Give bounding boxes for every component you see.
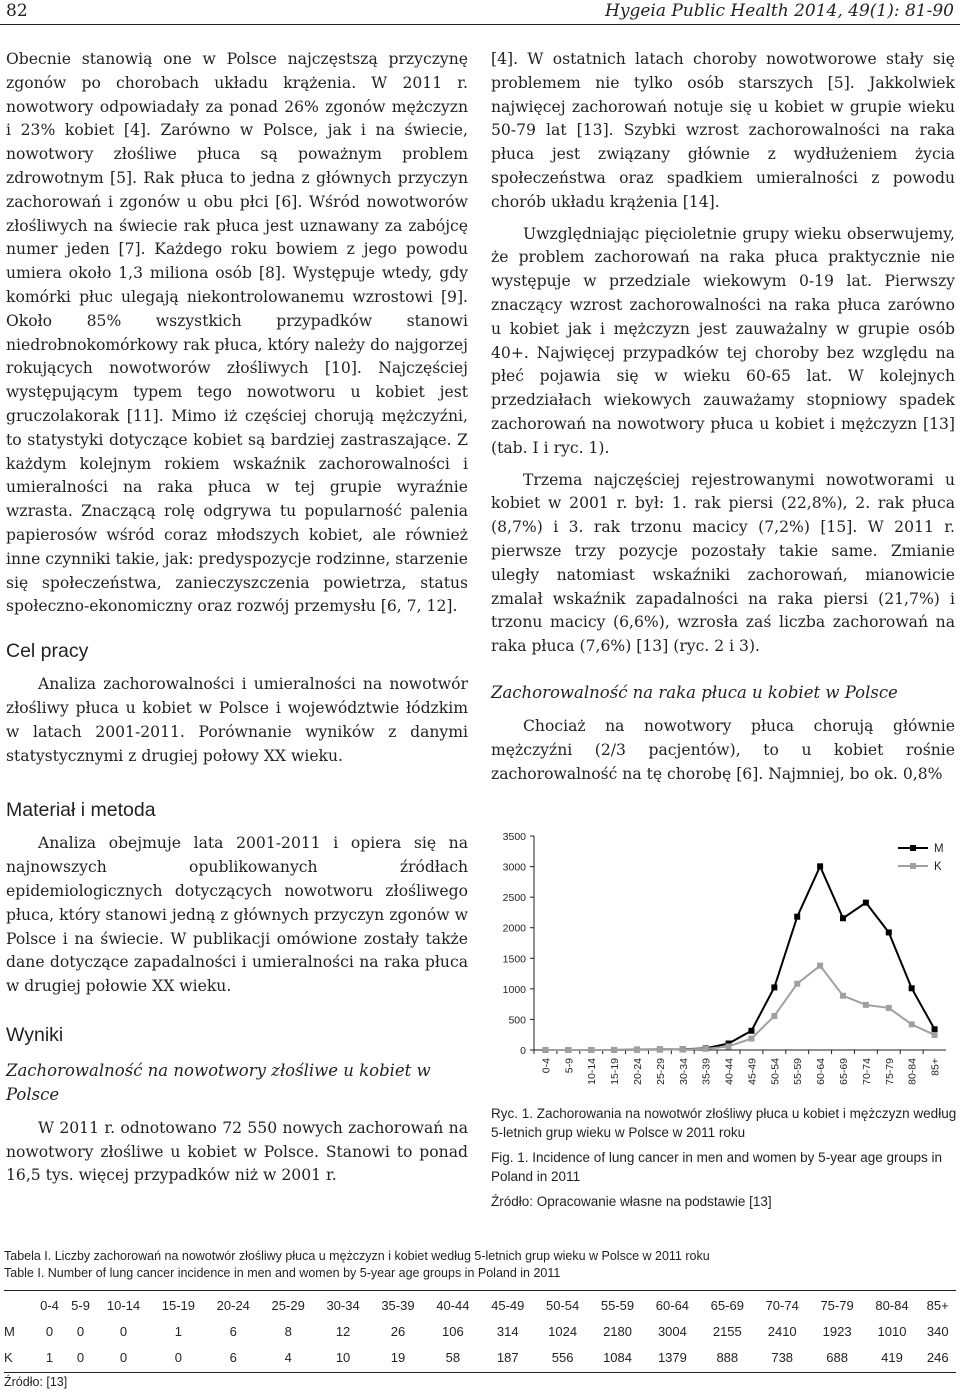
x-tick-label: 25-29 — [654, 1058, 667, 1085]
table-header-cell: 0-4 — [40, 1297, 59, 1313]
page-number: 82 — [6, 1, 28, 21]
header-rule — [0, 24, 960, 25]
table-source: Źródło: [13] — [4, 1375, 68, 1389]
table-header-cell: 50-54 — [546, 1297, 580, 1313]
incidence-table — [4, 1292, 956, 1370]
data-point-M — [794, 914, 800, 920]
x-tick-label: 75-79 — [883, 1058, 896, 1085]
page-header — [0, 0, 960, 26]
table-cell: 1010 — [877, 1323, 907, 1339]
data-point-K — [794, 981, 800, 987]
legend-label: M — [934, 843, 944, 855]
table-header-cell: 20-24 — [216, 1297, 250, 1313]
data-point-K — [680, 1046, 686, 1052]
x-tick-label: 15-19 — [609, 1058, 622, 1085]
table-cell: 4 — [284, 1349, 292, 1365]
heading-zachorowalnosc-nowotwory: Zachorowalność na nowotwory złośliwe u kobiet w Polsce — [6, 1060, 431, 1104]
table-header-cell: 55-59 — [600, 1297, 635, 1313]
y-tick-label: 2500 — [502, 892, 526, 905]
cel-paragraph: Analiza zachorowalności i umieralności na nowotwór złośliwy płuca u kobiet w Polsce i województwie łódzkim w latach 2001-2011. Porównanie wyników z danymi statystycznymi z drugiej połowy XX wieku. — [6, 675, 468, 765]
data-point-K — [703, 1046, 709, 1052]
right-paragraph-3: Trzema najczęściej rejestrowanymi nowotworami u kobiet w 2001 r. był: 1. rak piersi (22,8%), 2. rak płuca (8,7%) i 3. rak trzonu macicy (7,2%) [15]. W 2011 r. pierwsze trzy pozycje pozostały takie same. Zmianie uległy natomiast wskaźniki zachorowań, mianowicie zmalał wskaźnik zapadalności na raka piersi (21,7%) i trzonu macicy (6,6%), wzrosła zaś liczba zachorowań na raka płuca (7,6%) [13] (ryc. 2 i 3). — [491, 470, 955, 656]
table-header-cell: 30-34 — [326, 1297, 360, 1313]
data-point-M — [771, 984, 777, 990]
figure-1-chart — [486, 822, 956, 1094]
heading-material-metoda: Materiał i metoda — [6, 799, 156, 822]
table-cell: 19 — [390, 1349, 406, 1365]
x-tick-label: 45-49 — [746, 1058, 759, 1085]
table-cell: 3004 — [657, 1323, 687, 1339]
data-point-M — [886, 929, 892, 935]
table-cell: 12 — [335, 1323, 351, 1339]
table-corner-cell — [4, 1292, 34, 1318]
x-tick-label: 80-84 — [906, 1058, 919, 1085]
right-column — [491, 48, 955, 786]
data-point-M — [909, 985, 915, 991]
table-cell: 738 — [771, 1349, 794, 1365]
table-header-cell: 70-74 — [765, 1297, 799, 1313]
table-header-cell: 5-9 — [71, 1297, 90, 1313]
table-cell: 246 — [926, 1349, 949, 1365]
x-tick-label: 55-59 — [792, 1058, 805, 1085]
y-tick-label: 0 — [520, 1045, 526, 1057]
data-point-M — [863, 900, 869, 906]
table-cell: 187 — [496, 1349, 519, 1365]
figure-caption-pl: Ryc. 1. Zachorowania na nowotwór złośliwy płuca u kobiet i mężczyzn według 5-letnich grup wieku w Polsce w 2011 roku — [491, 1106, 957, 1140]
table-cell: 1 — [45, 1349, 54, 1365]
table-top-rule — [4, 1290, 956, 1291]
table-header-cell: 25-29 — [271, 1297, 305, 1313]
legend-marker-K — [910, 863, 916, 869]
table-cell: 888 — [716, 1349, 739, 1365]
figure-caption-en: Fig. 1. Incidence of lung cancer in men and women by 5-year age groups in Poland in 2011 — [491, 1150, 943, 1184]
y-tick-label: 500 — [508, 1014, 526, 1027]
table-cell: 1084 — [603, 1349, 632, 1365]
table-1 — [4, 1290, 956, 1373]
table-cell: 1923 — [822, 1323, 852, 1339]
table-header-cell: 45-49 — [491, 1297, 525, 1313]
table-header-cell: 65-69 — [710, 1297, 744, 1313]
x-tick-label: 65-69 — [838, 1058, 850, 1085]
table-cell: 26 — [390, 1323, 406, 1339]
legend-marker-M — [910, 845, 916, 851]
x-tick-label: 0-4 — [540, 1058, 553, 1074]
left-column — [6, 48, 468, 1188]
heading-cel-pracy: Cel pracy — [6, 640, 89, 663]
legend-label: K — [934, 861, 942, 873]
x-tick-label: 50-54 — [769, 1058, 782, 1085]
y-tick-label: 1500 — [502, 953, 526, 966]
table-header-cell: 15-19 — [161, 1297, 196, 1313]
table-cell: 0 — [174, 1349, 183, 1365]
table-cell: 1024 — [548, 1323, 578, 1339]
table-header-cell: 60-64 — [655, 1297, 690, 1313]
table-header-cell: 85+ — [926, 1297, 949, 1313]
data-point-M — [817, 863, 823, 869]
y-tick-label: 2000 — [502, 922, 526, 935]
data-point-K — [565, 1047, 571, 1053]
table-cell: 0 — [119, 1349, 128, 1365]
x-tick-label: 10-14 — [586, 1058, 599, 1085]
data-point-K — [588, 1047, 594, 1053]
data-point-K — [542, 1047, 548, 1053]
table-row — [4, 1344, 956, 1370]
table-caption-en: Table I. Number of lung cancer incidence in men and women by 5-year age groups in Poland in 2011 — [4, 1266, 561, 1280]
data-point-K — [932, 1032, 938, 1038]
data-point-M — [932, 1026, 938, 1032]
table-cell: 419 — [881, 1349, 903, 1365]
table-cell: 340 — [926, 1323, 949, 1339]
table-bottom-rule — [4, 1372, 956, 1373]
figure-source: Źródło: Opracowanie własne na podstawie [13] — [491, 1194, 772, 1209]
table-caption-pl: Tabela I. Liczby zachorowań na nowotwór złośliwy płuca u mężczyzn i kobiet według 5-letnich grup wieku w Polsce w 2011 roku — [4, 1249, 710, 1263]
table-header-row — [4, 1292, 956, 1318]
data-point-K — [863, 1002, 869, 1008]
intro-paragraph: Obecnie stanowią one w Polsce najczęstszą przyczynę zgonów po chorobach układu krążenia. W 2011 r. nowotwory odpowiadały za ponad 26% zgonów mężczyzn i 23% kobiet [4]. Zarówno w Polsce, jak i na świecie, nowotwory złośliwe płuca są poważnym problem zdrowotnym [5]. Rak płuca to jedna z głównych przyczyn zachorowań i zgonów u obu płci [6]. Wśród nowotworów złośliwych na świecie rak płuca jest uznawany za zabójcę numer jeden [7]. Każdego roku bowiem z jego powodu umiera około 1,3 miliona osób [8]. Występuje wtedy, gdy komórki płuc ulegają niekontrolowanemu wzrostowi [9]. Około 85% wszystkich przypadków stanowi niedrobnokomórkowy rak płuca, który należy do najgorzej rokujących nowotworów złośliwych [10]. Najczęściej występującym typem tego nowotworu u kobiet jest gruczolakorak [11]. Mimo iż częściej chorują mężczyźni, to statystyki dotyczące kobiet są bardziej zastraszające. Z każdym kolejnym rokiem wskaźnik zachorowalności i umieralności na raka płuca w tej grupie wyraźnie wzrasta. Znaczącą rolę odgrywa tu popularność palenia papierosów wśród coraz młodszych kobiet, ale również inne czynniki takie, jak: predyspozycje rodzinne, starzenie się społeczeństwa, zanieczyszczenia powietrza, status społeczno-ekonomiczny oraz rozwój przemysłu [6, 7, 12]. — [6, 50, 469, 616]
table-cell: 2180 — [603, 1323, 632, 1339]
data-point-K — [748, 1036, 754, 1042]
data-point-K — [726, 1043, 732, 1049]
table-cell: 0 — [45, 1323, 54, 1339]
line-chart — [486, 822, 956, 1094]
table-row-label: K — [4, 1349, 13, 1365]
table-cell: 0 — [119, 1323, 128, 1339]
material-paragraph: Analiza obejmuje lata 2001-2011 i opiera się na najnowszych opublikowanych źródłach epidemiologicznych dotyczących nowotworu złośliwego płuca, który stanowi jedną z głównych przyczyn zgonów w Polsce i na świecie. W publikacji omówione zostały także dane dotyczące zapadalności i umieralności na raka płuca w drugiej połowie XX wieku. — [6, 834, 468, 996]
table-cell: 8 — [284, 1323, 292, 1339]
figure-caption-block — [491, 1104, 957, 1211]
table-cell: 6 — [229, 1323, 237, 1339]
right-paragraph-2: Uwzględniając pięcioletnie grupy wieku obserwujemy, że problem zachorowań na raka płuca praktycznie nie występuje w przedziale wiekowym 0-19 lat. Pierwszy znaczący wzrost zachorowalności na raka płuca zarówno u kobiet jak i mężczyzn jest zauważalny w grupie osób 40+. Najwięcej przypadków tej choroby bez względu na płeć pojawia się w wieku 60-65 lat. W kolejnych przedziałach wiekowych zauważamy stopniowy spadek zachorowań na nowotwory płuca u kobiet i mężczyzn [13] (tab. I i ryc. 1). — [491, 224, 955, 457]
data-point-K — [657, 1047, 663, 1053]
data-point-K — [886, 1005, 892, 1011]
table-cell: 314 — [496, 1323, 519, 1339]
y-tick-label: 3000 — [502, 861, 526, 874]
data-point-K — [840, 993, 846, 999]
data-point-K — [817, 963, 823, 969]
table-cell: 106 — [442, 1323, 464, 1339]
table-cell: 0 — [76, 1349, 85, 1365]
table-row — [4, 1318, 956, 1344]
x-tick-label: 30-34 — [677, 1058, 690, 1085]
heading-wyniki: Wyniki — [6, 1023, 64, 1046]
table-header-cell: 35-39 — [381, 1297, 415, 1313]
data-point-M — [840, 915, 846, 921]
data-point-K — [771, 1013, 777, 1019]
table-cell: 1379 — [657, 1349, 687, 1365]
table-header-cell: 40-44 — [436, 1297, 470, 1313]
data-point-M — [748, 1028, 754, 1034]
table-cell: 10 — [335, 1349, 351, 1365]
y-tick-label: 3500 — [502, 831, 526, 843]
x-tick-label: 40-44 — [723, 1058, 736, 1085]
x-tick-label: 70-74 — [860, 1058, 873, 1085]
table-cell: 0 — [76, 1323, 85, 1339]
x-tick-label: 20-24 — [632, 1058, 644, 1085]
table-cell: 556 — [551, 1349, 574, 1365]
heading-lung-incidence-women: Zachorowalność na raka płuca u kobiet w Polsce — [491, 682, 898, 702]
data-point-K — [611, 1047, 617, 1053]
x-tick-label: 60-64 — [815, 1058, 828, 1085]
table-header-cell: 75-79 — [820, 1297, 854, 1313]
table-caption-block — [4, 1248, 954, 1282]
data-point-K — [909, 1021, 915, 1027]
right-paragraph-4: Chociaż na nowotwory płuca chorują głównie mężczyźni (2/3 pacjentów), to u kobiet rośnie zachorowalność na tę chorobę [6]. Najmniej, bo ok. 0,8% — [491, 716, 955, 783]
table-row-label: M — [4, 1323, 15, 1339]
table-cell: 1 — [174, 1323, 183, 1339]
x-tick-label: 85+ — [929, 1058, 942, 1076]
series-line-M — [545, 866, 934, 1050]
x-tick-label: 35-39 — [700, 1058, 713, 1085]
table-header-cell: 10-14 — [106, 1297, 141, 1313]
table-cell: 2410 — [767, 1323, 797, 1339]
data-point-K — [634, 1047, 640, 1053]
y-tick-label: 1000 — [502, 983, 526, 996]
table-cell: 58 — [445, 1349, 461, 1365]
x-tick-label: 5-9 — [563, 1058, 576, 1074]
right-paragraph-1: [4]. W ostatnich latach choroby nowotworowe stały się problemem nie tylko osób starszych [5]. Jakkolwiek najwięcej zachorowań notuje się u kobiet w grupie wieku 50-79 lat [13]. Szybki wzrost zachorowalności na raka płuca jest związany głównie z wydłużeniem życia społeczeństwa oraz spadkiem umieralności z powodu chorób układu krążenia [14]. — [491, 50, 955, 211]
table-header-cell: 80-84 — [875, 1297, 909, 1313]
table-cell: 688 — [826, 1349, 848, 1365]
journal-citation: Hygeia Public Health 2014, 49(1): 81-90 — [605, 1, 954, 21]
table-cell: 6 — [229, 1349, 237, 1365]
table-cell: 2155 — [712, 1323, 742, 1339]
wyniki-paragraph: W 2011 r. odnotowano 72 550 nowych zachorowań na nowotwory złośliwe u kobiet w Polsce. Stanowi to ponad 16,5 tys. więcej przypadków niż w 2001 r. — [6, 1118, 468, 1185]
